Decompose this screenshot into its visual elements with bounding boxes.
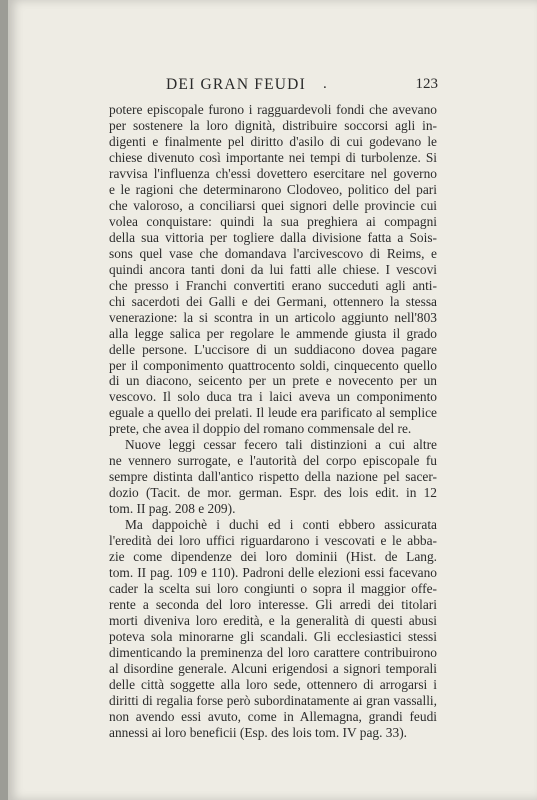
text-line: al disordine generale. Alcuni erigendosi a signori temporali — [109, 660, 437, 676]
text-line: sempre distinta dall'antico rispetto della nazione pel sacer- — [109, 469, 437, 485]
header-separator: . — [323, 76, 327, 92]
text-line: eguale a quello dei prelati. Il leude era parificato al semplice — [109, 405, 437, 421]
running-title: DEI GRAN FEUDI — [166, 76, 306, 93]
text-line: tom. II pag. 109 e 110). Padroni delle elezioni essi facevano — [109, 565, 437, 581]
body-text — [109, 102, 437, 741]
text-line: tom. II pag. 208 e 209). — [109, 501, 236, 517]
text-line: morti diveniva loro eredità, e la generalità di questi abusi — [109, 613, 437, 628]
text-line: cader la scelta sui loro congiunti o sopra il maggior offe- — [109, 581, 437, 597]
text-line: volea conquistare: quindi la sua preghiera ai compagni — [109, 213, 437, 229]
text-line: delle città soggette alla loro sede, ottennero di arrogarsi i — [109, 676, 437, 692]
text-line: della sua vittoria per togliere dalla divisione fatta a Sois- — [109, 229, 437, 245]
text-line: vescovo. Il solo duca tra i laici aveva un componimento — [109, 389, 437, 405]
text-line: chiese divenuto così importante nei tempi di turbolenze. Si — [109, 149, 437, 165]
text-line: rente a seconda del loro interesse. Gli arredi dei titolari — [109, 597, 437, 613]
text-line: quindi ancora tanti doni da lui fatti alle chiese. I vescovi — [109, 261, 437, 277]
text-line: potere episcopale furono i ragguardevoli fondi che avevano — [109, 102, 437, 117]
text-line: diritti di regalia forse però subordinatamente ai gran vassalli, — [109, 692, 437, 708]
text-line: che presso i Franchi convertiti erano succeduti agli anti- — [109, 277, 437, 293]
text-line: per sostenere la loro dignità, distribuire soccorsi agli in- — [109, 117, 437, 133]
text-line: sons quel vase che domandava l'arcivescovo di Reims, e — [109, 245, 437, 261]
text-line: annessi ai loro beneficii (Esp. des lois tom. IV pag. 33). — [109, 724, 408, 740]
text-line: poteva sola minorarne gli scandali. Gli ecclesiastici stessi — [109, 628, 437, 644]
text-line: digenti e finalmente pel diritto d'asilo di cui godevano le — [109, 133, 437, 149]
text-line: non avendo essi avuto, come in Allemagna, grandi feudi — [109, 708, 437, 724]
text-line: ravvisa l'influenza ch'essi dovettero esercitare nel governo — [109, 165, 437, 181]
text-line: per il componimento quattrocento soldi, cinquecento quello — [109, 357, 437, 373]
text-line: l'eredità dei loro uffici riguardarono i vescovati e le abba- — [109, 533, 437, 549]
text-line: delle persone. L'uccisore di un suddiacono dovea pagare — [109, 341, 437, 357]
book-page — [8, 0, 537, 800]
text-line: di un diacono, seicento per un prete e novecento per un — [109, 373, 437, 389]
text-line: venerazione: la si scontra in un articolo aggiunto nell'803 — [109, 309, 437, 325]
text-line: ne vennero surrogate, e l'autorità del corpo episcopale fu — [109, 453, 437, 469]
page-number: 123 — [415, 76, 438, 92]
text-line: dimenticando la preminenza del loro carattere contribuirono — [109, 644, 437, 660]
text-line: alla legge salica per regolare le ammende giusta il grado — [109, 325, 437, 341]
text-line: e le ragioni che determinarono Clodoveo, politico del pari — [109, 181, 437, 197]
text-line: che valoroso, a conciliarsi quei signori delle provincie cui — [109, 197, 437, 213]
page-header — [108, 76, 438, 96]
text-line: chi sacerdoti dei Galli e dei Germani, ottennero la stessa — [109, 293, 437, 309]
text-line: prete, che avea il doppio del romano commensale del re. — [109, 421, 412, 437]
text-line: Ma dappoichè i duchi ed i conti ebbero assicurata — [125, 517, 437, 533]
text-line: zie come dipendenze dei loro dominii (Hist. de Lang. — [109, 549, 437, 565]
text-line: dozio (Tacit. de mor. german. Espr. des lois edit. in 12 — [109, 485, 437, 501]
text-line: Nuove leggi cessar fecero tali distinzioni a cui altre — [125, 437, 437, 453]
